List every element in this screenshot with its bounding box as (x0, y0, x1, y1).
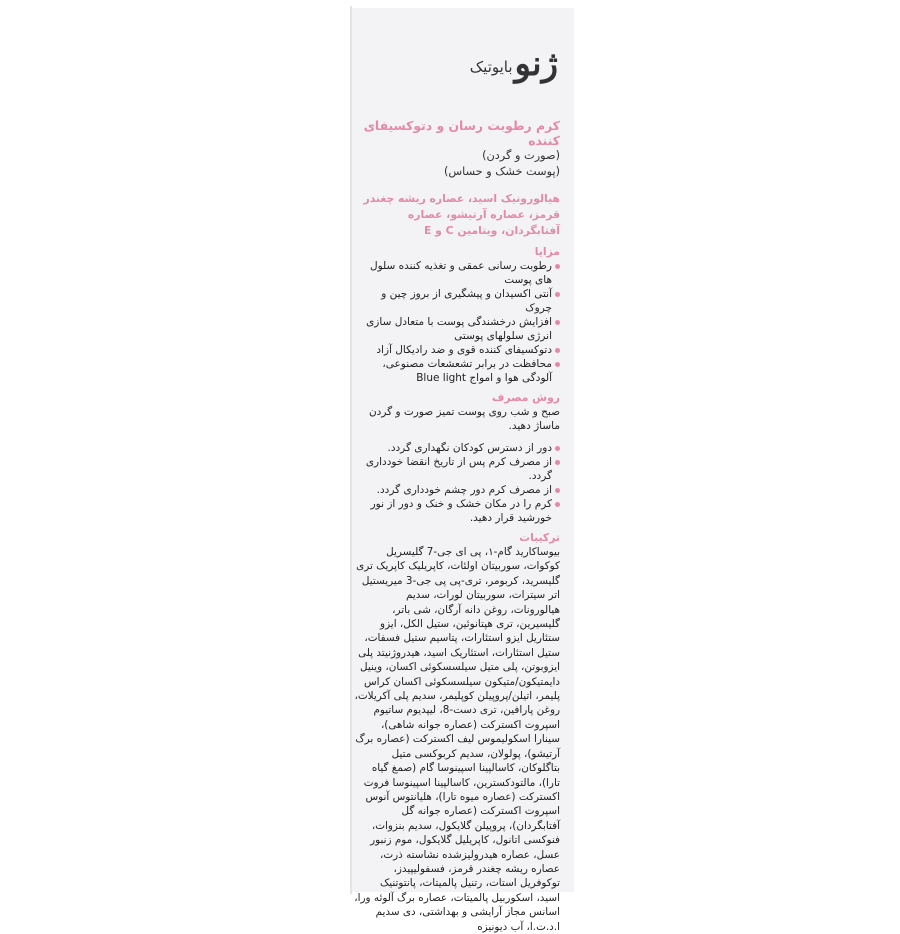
list-item: از مصرف کرم دور چشم خودداری گردد. (354, 483, 560, 497)
list-item: افزایش درخشندگی پوست با متعادل سازی انرژی سلولهای پوستی (354, 315, 560, 343)
usage-heading: روش مصرف (491, 391, 560, 404)
label-content (354, 118, 560, 934)
list-item: رطوبت رسانی عمقی و تغذیه کننده سلول های پوست (354, 259, 560, 287)
list-item: دور از دسترس کودکان نگهداری گردد. (354, 441, 560, 455)
benefits-list (354, 259, 560, 385)
product-subtitle-face-neck: (صورت و گردن) (482, 149, 560, 162)
composition-text: بیوساکارید گام-۱، پی ای جی-7 گلیسریل کوکوات، سوربیتان اولئات، کاپریلیک کاپریک تری گلیسرید، کربومر، تری-پی پی جی-3 میریستیل اتر سیترات، سوربیتان لورات، سدیم هیالورونات، روغن دانه آرگان، شی باتر، گلیسیرین، تری هپتانوئین، ستیل الکل، ایزو ستئاریل ایزو استئارات، پتاسیم ستیل فسفات، ستیل استئارات، استئاریک اسید، هیدروژنیتد پلی ایزوبوتن، پلی متیل سیلسسکوئی اکسان، وینیل دایمتیکون/متیکون سیلسسکوئی اکسان کراس پلیمر، اتیلن/پروپیلن کوپلیمر، سدیم پلی آکریلات، روغن پارافین، تری دست-8، لیپدیوم ساتیوم اسپروت اکسترکت (عصاره جوانه شاهی)، سینارا اسکولیموس لیف اکسترکت (عصاره برگ آرتیشو)، پولولان، سدیم کربوکسی متیل بتاگلوکان، کاسالپینا اسپینوسا گام (صمغ گیاه تارا)، مالتودکسترین، کاسالپینا اسپینوسا فروت اکسترکت (عصاره میوه تارا)، هلیانتوس آنوس اسپروت اکسترکت (عصاره جوانه گل آفتابگردان)، پروپیلن گلایکول، سدیم بنزوات، فنوکسی اتانول، کاپریلیل گلایکول، موم زنبور عسل، عصاره هیدرولیزشده نشاسته ذرت، عصاره ریشه چغندر قرمز، فسفولیپیدز، توکوفریل استات، رتنیل پالمیتات، پانتوتنیک اسید، اسکوربیل پالمیتات، عصاره برگ آلوئه ورا، اسانس مجاز آرایشی و بهداشتی، دی سدیم ا.د.ت.ا، آب دیونیزه (354, 546, 560, 933)
product-box-side-panel (352, 8, 574, 933)
product-title: کرم رطوبت رسان و دتوکسیفای کننده (363, 118, 560, 148)
brand-logo (470, 44, 558, 84)
usage-text: صبح و شب روی پوست تمیز صورت و گردن ماساژ دهید. (368, 406, 560, 432)
benefits-heading: مزایا (534, 245, 560, 258)
list-item: آنتی اکسیدان و پیشگیری از بروز چین و چروک (354, 287, 560, 315)
brand-logo-word: بایوتیک (469, 57, 513, 76)
list-item: محافظت در برابر تشعشعات مصنوعی، آلودگی هوا و امواج Blue light (354, 357, 560, 385)
composition-heading: ترکیبات (519, 531, 560, 544)
warnings-list (354, 441, 560, 525)
list-item: دتوکسیفای کننده قوی و ضد رادیکال آزاد (354, 343, 560, 357)
brand-logo-mark: ژنو (514, 44, 558, 84)
key-ingredients: هیالورونیک اسید، عصاره ریشه چغندر قرمز، عصاره آرتیشو، عصاره آفتابگردان، ویتامین C و E (363, 192, 560, 237)
product-subtitle-skin-type: (پوست خشک و حساس) (443, 165, 560, 178)
list-item: کرم را در مکان خشک و خنک و دور از نور خورشید قرار دهید. (354, 497, 560, 525)
list-item: از مصرف کرم پس از تاریخ انقضا خودداری گردد. (354, 455, 560, 483)
